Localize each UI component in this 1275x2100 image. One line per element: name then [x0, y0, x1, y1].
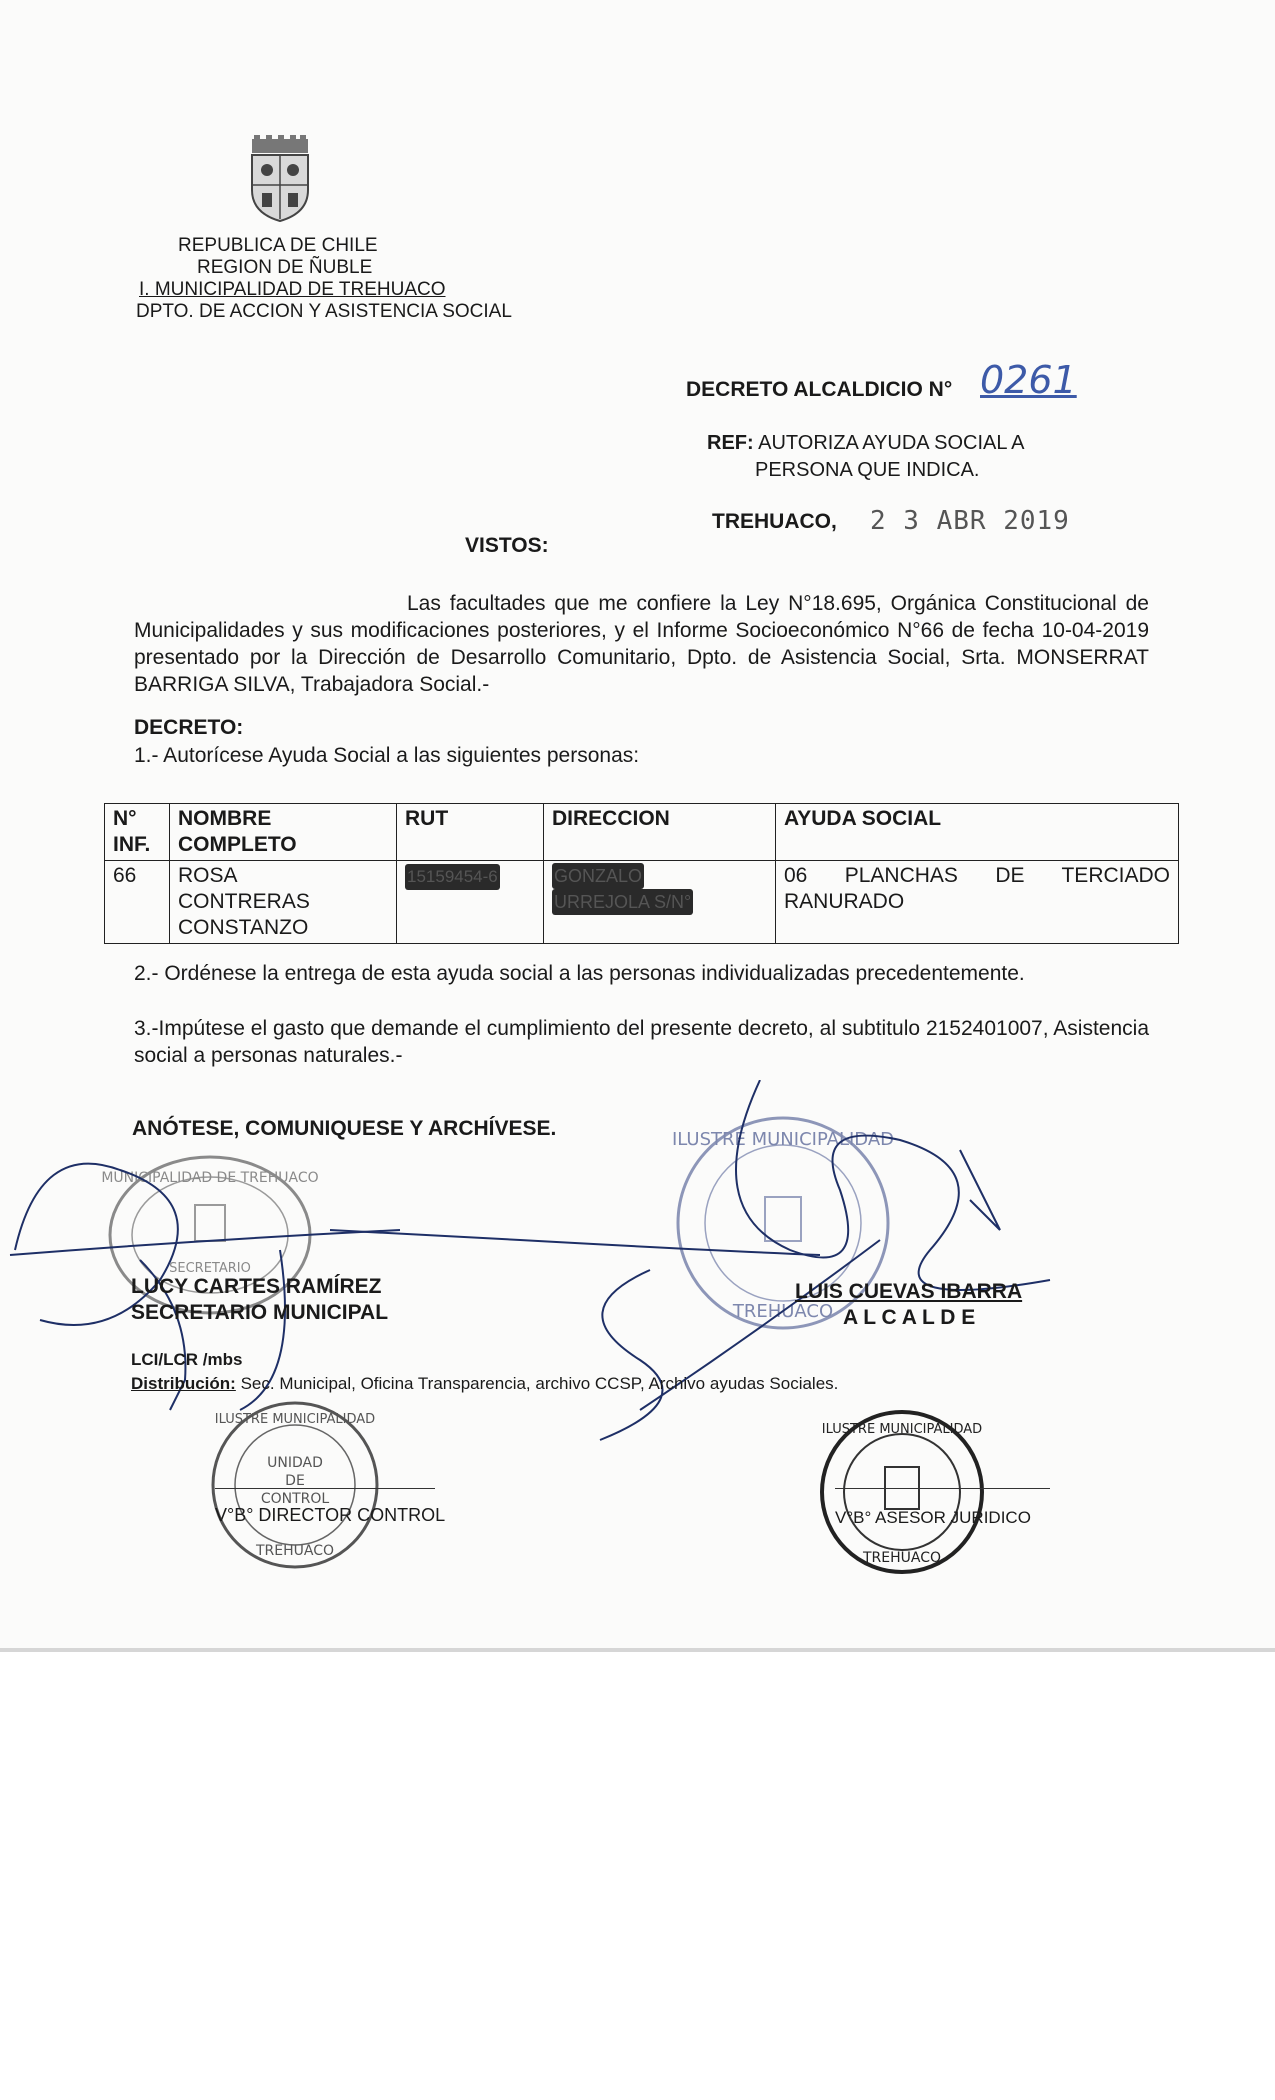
juridico-stamp-top: ILUSTRE MUNICIPALIDAD	[821, 1422, 983, 1437]
distribution-label: Distribución:	[131, 1374, 236, 1393]
decreto-item-2: 2.- Ordénese la entrega de esta ayuda social a las personas individualizadas precedentemente.	[134, 962, 1025, 985]
cell-name-line-3: CONSTANZO	[178, 916, 309, 939]
juridico-stamp-bottom: TREHUACO	[862, 1550, 942, 1566]
secretary-stamp-sub: SECRETARIO	[169, 1261, 251, 1276]
decreto-title: DECRETO:	[134, 716, 244, 739]
distribution-text: Sec. Municipal, Oficina Transparencia, archivo CCSP, Archivo ayudas Sociales.	[240, 1374, 839, 1393]
ref-line-1: AUTORIZA AYUDA SOCIAL A	[758, 432, 1025, 454]
control-signature-line	[215, 1488, 435, 1489]
rut-redacted: 15159454-6	[405, 864, 500, 890]
place-label: TREHUACO,	[712, 510, 837, 533]
signatures-ink	[0, 1080, 1275, 1460]
control-stamp-top: ILUSTRE MUNICIPALIDAD	[214, 1412, 376, 1427]
header-line-department: DPTO. DE ACCION Y ASISTENCIA SOCIAL	[136, 301, 512, 322]
col-header-direccion: DIRECCION	[544, 804, 776, 861]
decree-label: DECRETO ALCALDICIO N°	[686, 378, 953, 401]
header-line-region: REGION DE ÑUBLE	[197, 257, 373, 278]
scan-edge	[0, 1648, 1275, 1652]
control-stamp-bottom: TREHUACO	[255, 1543, 335, 1559]
signatory-left-title: SECRETARIO MUNICIPAL	[131, 1301, 389, 1324]
date-stamp: 2 3 ABR 2019	[870, 506, 1070, 536]
cell-ayuda-line-2: RANURADO	[784, 890, 905, 913]
cell-rut	[397, 861, 544, 944]
col-header-inf: N° INF.	[105, 804, 170, 861]
cell-name-line-1: ROSA	[178, 864, 238, 887]
closing-formula: ANÓTESE, COMUNIQUESE Y ARCHÍVESE.	[132, 1117, 557, 1140]
col-header-ayuda: AYUDA SOCIAL	[776, 804, 1179, 861]
col-header-name: NOMBRE COMPLETO	[170, 804, 397, 861]
header-line-republic: REPUBLICA DE CHILE	[178, 235, 378, 256]
ref-line-2: PERSONA QUE INDICA.	[755, 459, 980, 481]
vistos-title: VISTOS:	[465, 534, 549, 557]
cell-name-line-2: CONTRERAS	[178, 890, 310, 913]
control-stamp-mid-1: UNIDAD	[267, 1455, 323, 1471]
vb-director-control: V°B° DIRECTOR CONTROL	[215, 1505, 446, 1525]
decreto-item-1: 1.- Autorícese Ayuda Social a las siguientes personas:	[134, 744, 640, 767]
vistos-text: Las facultades que me confiere la Ley N°18.695, Orgánica Constitucional de Municipalidades y sus modificaciones posteriores, y el Informe Socioeconómico N°66 de fecha 10-04-2019 presentado por la Dirección de Desarrollo Comunitario, Dpto. de Asistencia Social, Srta. MONSERRAT BARRIGA SILVA, Trabajadora Social.-	[134, 592, 1149, 696]
col-header-rut: RUT	[397, 804, 544, 861]
cell-ayuda	[776, 861, 1179, 944]
juridico-stamp	[815, 1405, 990, 1580]
beneficiary-table	[104, 803, 1179, 944]
juridico-signature-line	[835, 1488, 1050, 1489]
cell-direccion	[544, 861, 776, 944]
signatory-right-name: LUIS CUEVAS IBARRA	[795, 1280, 1023, 1303]
vb-asesor-juridico: V°B° ASESOR JURIDICO	[835, 1508, 1031, 1527]
initials: LCI/LCR /mbs	[131, 1350, 243, 1369]
direccion-line-2-redacted: URREJOLA S/N°	[552, 889, 693, 915]
cell-ayuda-line-1: 06 PLANCHAS DE TERCIADO	[784, 864, 1170, 887]
cell-inf: 66	[105, 861, 170, 944]
signatory-left-name: LUCY CARTES RAMÍREZ	[131, 1275, 382, 1298]
header-line-municipality: I. MUNICIPALIDAD DE TREHUACO	[139, 279, 446, 300]
table-header-row	[105, 804, 1179, 861]
control-stamp	[205, 1395, 385, 1575]
decree-number-handwritten: 0261	[980, 358, 1077, 402]
coat-of-arms-logo	[240, 135, 320, 225]
municipal-seal-bottom: TREHUACO	[732, 1301, 834, 1322]
control-stamp-mid-3: CONTROL	[260, 1491, 330, 1507]
control-stamp-mid-2: DE	[285, 1473, 305, 1489]
signatory-right-title: A L C A L D E	[843, 1306, 976, 1329]
secretary-stamp-text: MUNICIPALIDAD DE TREHUACO	[101, 1170, 319, 1186]
ref-label: REF:	[707, 432, 754, 454]
cell-name	[170, 861, 397, 944]
municipal-seal-top: ILUSTRE MUNICIPALIDAD	[671, 1129, 895, 1150]
decreto-item-3: 3.-Impútese el gasto que demande el cumplimiento del presente decreto, al subtitulo 2152401007, Asistencia social a personas naturales.-	[134, 1017, 1149, 1067]
direccion-line-1-redacted: GONZALO	[552, 863, 644, 889]
table-row	[105, 861, 1179, 944]
